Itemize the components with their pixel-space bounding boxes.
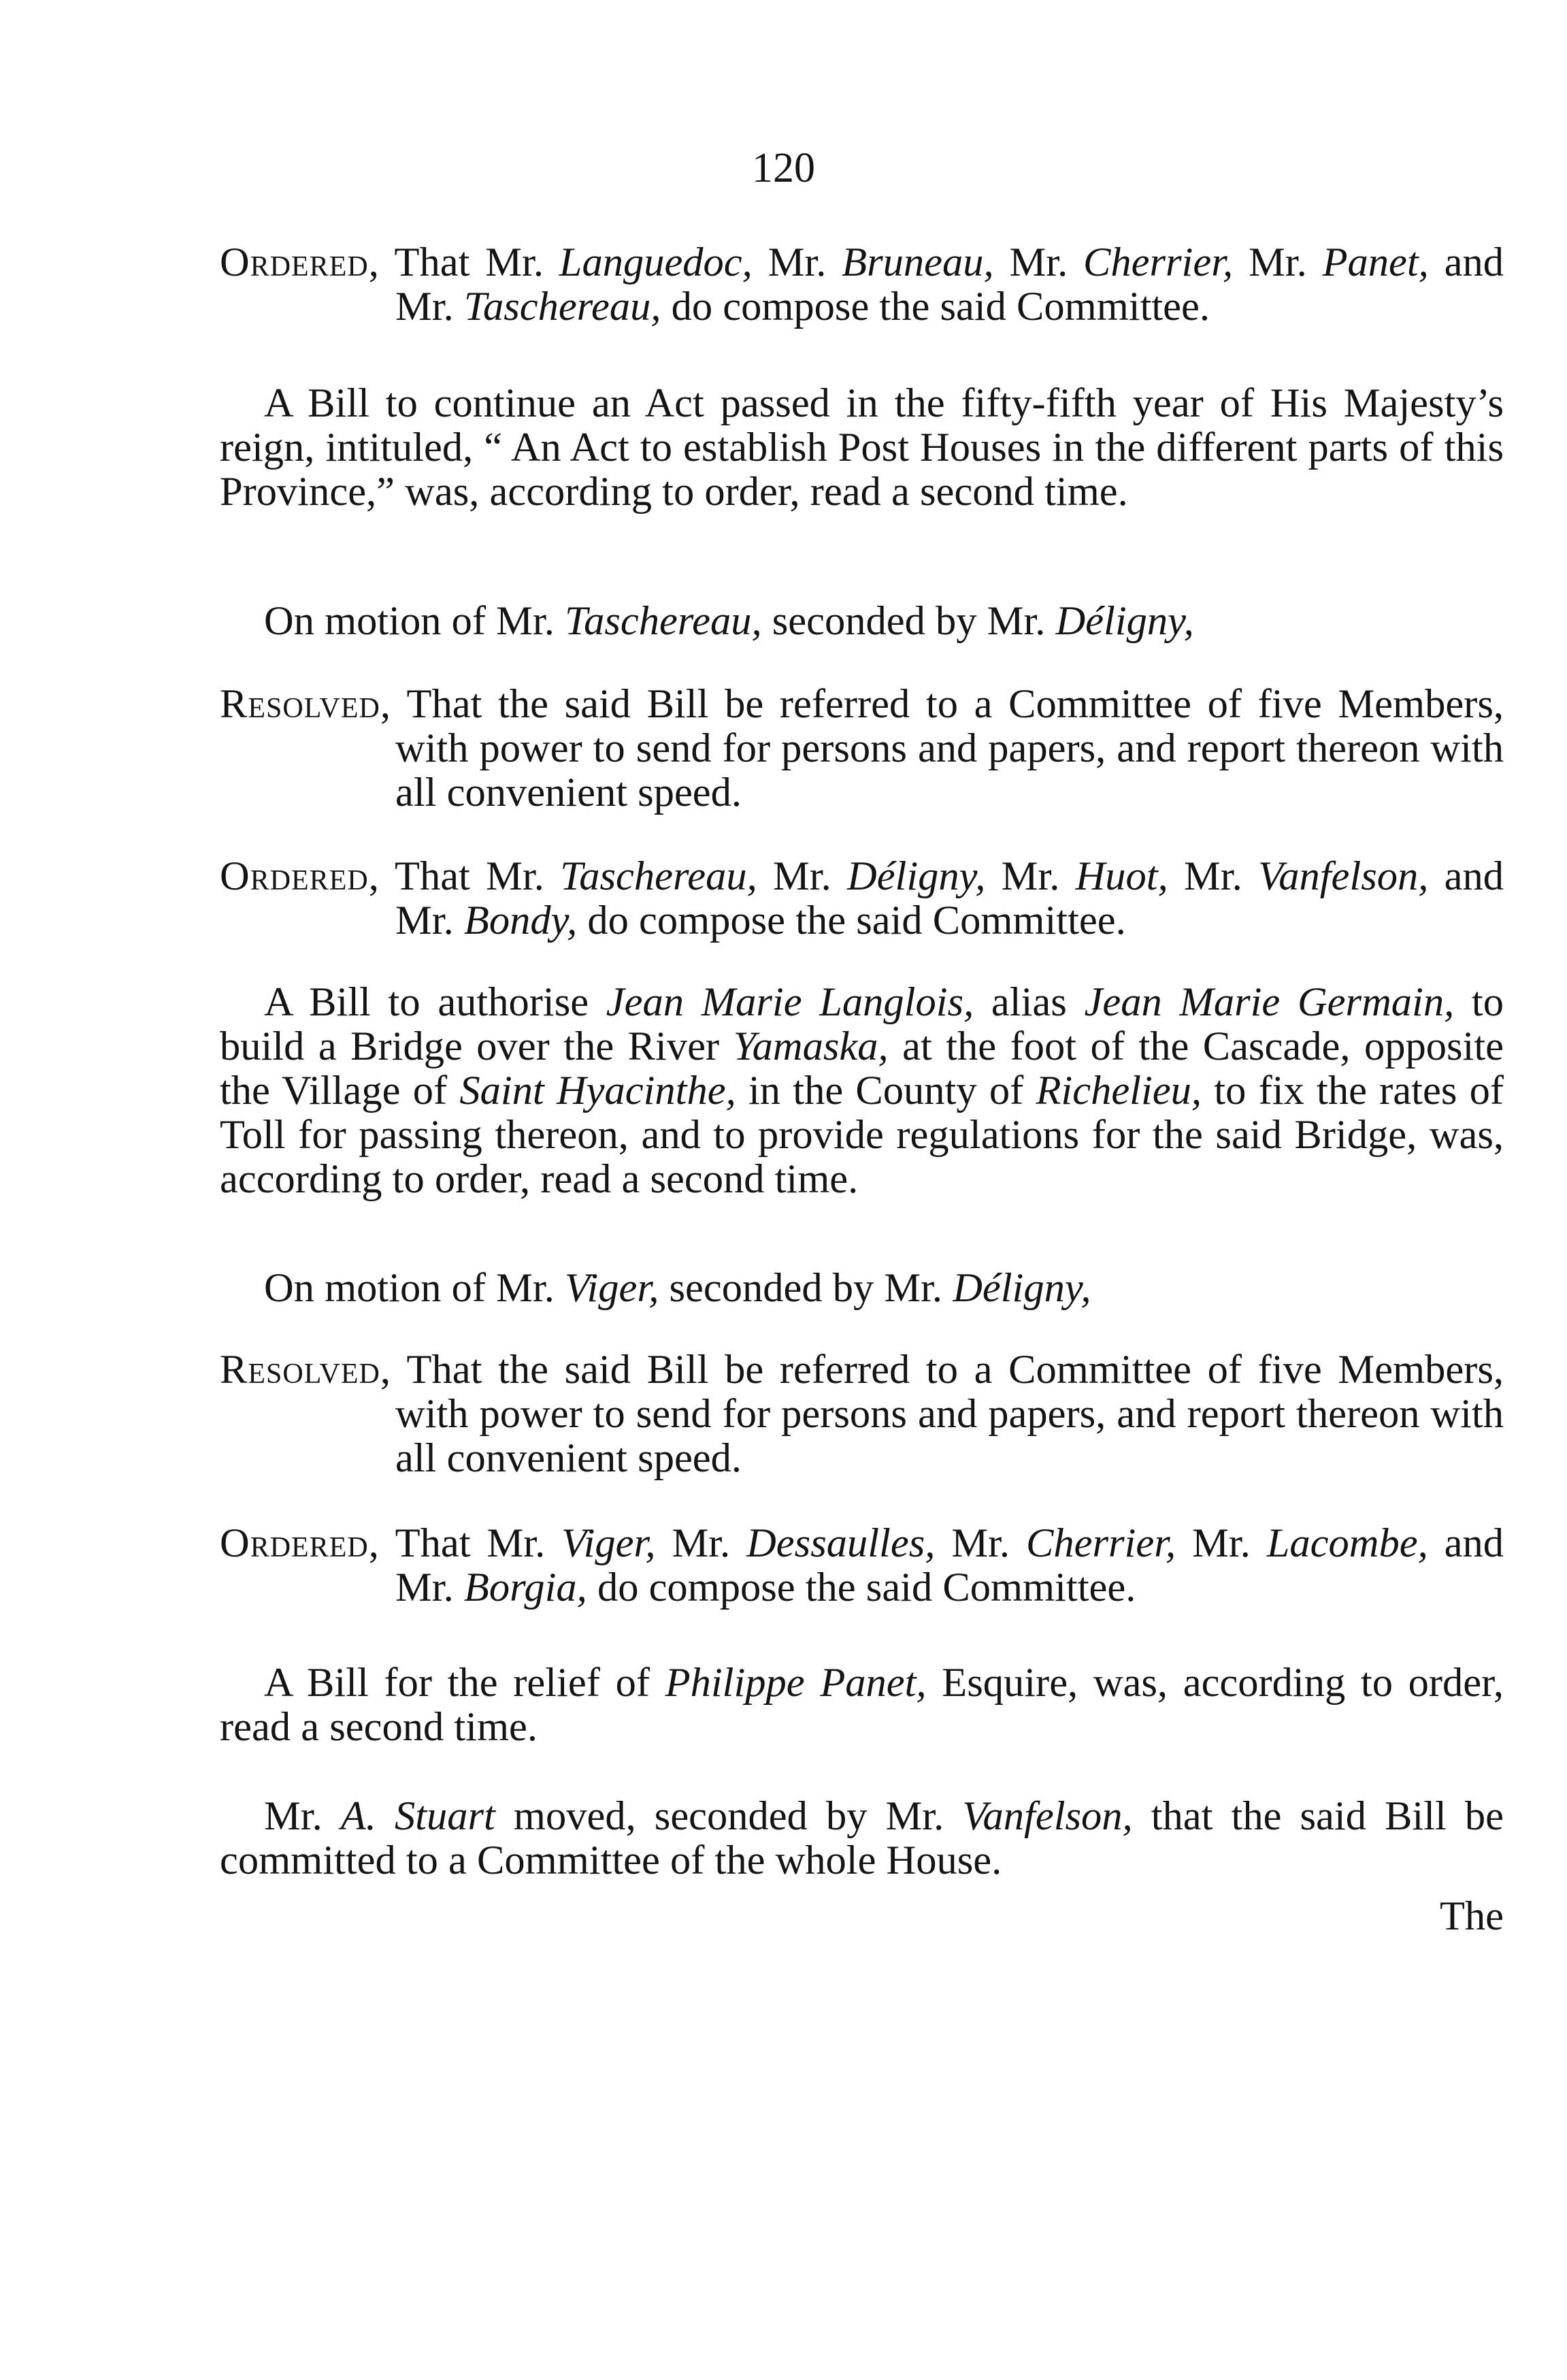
member-name: Huot, — [1075, 853, 1168, 899]
member-name: Bondy, — [463, 898, 578, 943]
member-name: Déligny, — [953, 1265, 1091, 1311]
paragraph-bill-bridge — [220, 980, 1504, 1201]
text-run: seconded by Mr. — [761, 598, 1056, 644]
resolved-lead: Resolved, — [220, 681, 391, 727]
text-run: Mr. — [264, 1793, 341, 1839]
text-run: Mr. — [757, 853, 848, 899]
paragraph-ordered-3 — [220, 1521, 1504, 1610]
text-run: Mr. — [1233, 240, 1323, 285]
text-run: Mr. — [985, 853, 1076, 899]
text-run: Mr. — [1168, 853, 1258, 899]
text-run: Mr. — [935, 1520, 1026, 1566]
member-name: Déligny, — [1055, 598, 1194, 644]
text-run: at the foot of the Cascade, opposite the Village of — [220, 1024, 1504, 1113]
text-run: That the said Bill be referred to a Committee of five Members, with power to send for persons and papers, and report thereon with all convenient speed. — [391, 1347, 1504, 1481]
text-run: Mr. — [993, 240, 1084, 285]
member-name: Viger, — [565, 1265, 659, 1311]
ordered-lead: Ordered, — [220, 1520, 380, 1566]
text-run: to build a Bridge over the River — [220, 979, 1504, 1069]
paragraph-bill-relief — [220, 1661, 1504, 1749]
text-run: On motion of Mr. — [264, 1265, 565, 1311]
paragraph-resolved-1 — [220, 682, 1504, 815]
member-name: A. Stuart — [340, 1793, 495, 1839]
member-name: Vanfelson, — [962, 1793, 1133, 1839]
member-name: Cherrier, — [1083, 240, 1234, 285]
text-run: seconded by Mr. — [659, 1265, 953, 1311]
paragraph-motion-2 — [220, 1266, 1504, 1310]
member-name: Lacombe, — [1266, 1520, 1428, 1566]
text-run: That the said Bill be referred to a Committee of five Members, with power to send for persons and papers, and report thereon with all convenient speed. — [391, 681, 1504, 815]
person-name: Jean Marie Langlois, — [606, 979, 974, 1025]
member-name: Taschereau, — [463, 284, 661, 329]
text-run: On motion of Mr. — [264, 598, 565, 644]
paragraph-resolved-2 — [220, 1348, 1504, 1480]
text-run: moved, seconded by Mr. — [495, 1793, 963, 1839]
member-name: Bruneau, — [842, 240, 994, 285]
text-run: Mr. — [655, 1520, 747, 1566]
text-run: and Mr. — [395, 240, 1504, 329]
text-run: A Bill to authorise — [264, 979, 606, 1025]
member-name: Viger, — [561, 1520, 656, 1566]
text-run: in the County of — [736, 1068, 1036, 1113]
text-run: that the said Bill be committed to a Committee of the whole House. — [220, 1793, 1504, 1883]
resolved-lead: Resolved, — [220, 1347, 391, 1392]
member-name: Borgia, — [463, 1565, 587, 1610]
member-name: Panet, — [1322, 240, 1429, 285]
text-run: do compose the said Committee. — [587, 1565, 1136, 1610]
text-run: That Mr. — [379, 853, 561, 899]
member-name: Taschereau, — [560, 853, 757, 899]
member-name: Déligny, — [847, 853, 986, 899]
text-run: That Mr. — [379, 1520, 562, 1566]
text-run: Mr. — [1176, 1520, 1267, 1566]
person-name: Philippe Panet, — [665, 1660, 927, 1706]
member-name: Dessaulles, — [746, 1520, 936, 1566]
text-run: Esquire, was, according to order, read a second time. — [220, 1660, 1504, 1750]
paragraph-ordered-2 — [220, 854, 1504, 943]
person-name: Jean Marie Germain, — [1084, 979, 1455, 1025]
paragraph-bill-post-houses — [220, 381, 1504, 514]
place-name: Yamaska, — [733, 1024, 889, 1069]
page-number: 120 — [752, 145, 815, 191]
text-run: do compose the said Committee. — [577, 898, 1126, 943]
place-name: Richelieu, — [1036, 1068, 1202, 1113]
member-name: Languedoc, — [559, 240, 753, 285]
member-name: Cherrier, — [1026, 1520, 1176, 1566]
text-run: and Mr. — [395, 853, 1504, 943]
text-run: to fix the rates of Toll for passing thereon, and to provide regulations for the said Bridge, was, according to order, read a second time. — [220, 1068, 1504, 1202]
paragraph-motion-1 — [220, 599, 1504, 643]
text-run: and Mr. — [395, 1520, 1504, 1610]
paragraph-text: A Bill to continue an Act passed in the fifty-fifth year of His Majesty’s reign, intituled, “ An Act to establish Post Houses in the different parts of this Province,” was, according to order, read a second time. — [220, 380, 1504, 515]
text-run: alias — [974, 979, 1085, 1025]
paragraph-motion-3 — [220, 1794, 1504, 1882]
paragraph-ordered-1 — [220, 240, 1504, 329]
member-name: Vanfelson, — [1257, 853, 1429, 899]
text-run: Mr. — [752, 240, 842, 285]
place-name: Saint Hyacinthe, — [459, 1068, 736, 1113]
text-run: A Bill for the relief of — [264, 1660, 665, 1706]
catchword: The — [1439, 1893, 1504, 1939]
ordered-lead: Ordered, — [220, 240, 380, 285]
text-run: do compose the said Committee. — [661, 284, 1210, 329]
ordered-lead: Ordered, — [220, 853, 380, 899]
text-run: That Mr. — [379, 240, 559, 285]
member-name: Taschereau, — [565, 598, 762, 644]
